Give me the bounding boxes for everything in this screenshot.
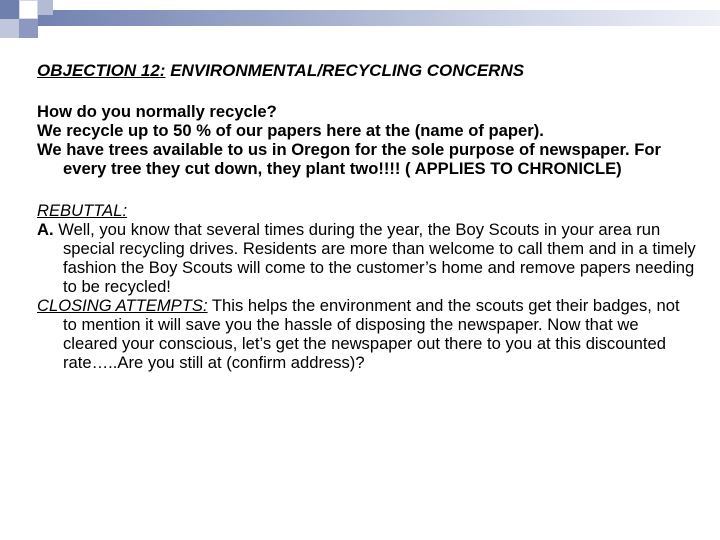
decor-square	[0, 0, 19, 19]
closing-paragraph	[37, 296, 697, 372]
header-gradient-band	[20, 10, 720, 26]
decor-square	[19, 19, 38, 38]
closing-label: CLOSING ATTEMPTS:	[37, 296, 208, 315]
rebuttal-heading	[37, 201, 697, 220]
title-topic: ENVIRONMENTAL/RECYCLING CONCERNS	[165, 61, 525, 80]
decor-square	[38, 0, 53, 15]
question-line: We have trees available to us in Oregon for the sole purpose of newspaper. For every tree they cut down, they plant two!!!! ( APPLIES TO CHRONICLE)	[37, 140, 661, 178]
slide-title	[37, 60, 697, 82]
answer-text: Well, you know that several times during the year, the Boy Scouts in your area run special recycling drives. Residents are more than welcome to call them and in a timely fashion the Boy Scouts will come to the customer’s home and remove papers needing to be recycled!	[53, 220, 696, 296]
decor-square	[0, 19, 19, 38]
answer-marker: A.	[37, 220, 54, 239]
slide-decoration	[0, 0, 720, 60]
answer-paragraph	[37, 220, 697, 296]
question-line: How do you normally recycle?	[37, 102, 277, 121]
slide-content	[37, 60, 697, 372]
rebuttal-label: REBUTTAL:	[37, 201, 128, 220]
question-line: We recycle up to 50 % of our papers here at the (name of paper).	[37, 121, 544, 140]
decor-square	[19, 0, 38, 19]
title-objection-label: OBJECTION 12:	[37, 61, 166, 80]
closing-text: This helps the environment and the scouts get their badges, not to mention it will save you the hassle of disposing the newspaper. Now that we cleared your conscious, let’s get the newspaper out there to you at this discounted rate…..Are you still at (confirm address)?	[63, 296, 680, 372]
